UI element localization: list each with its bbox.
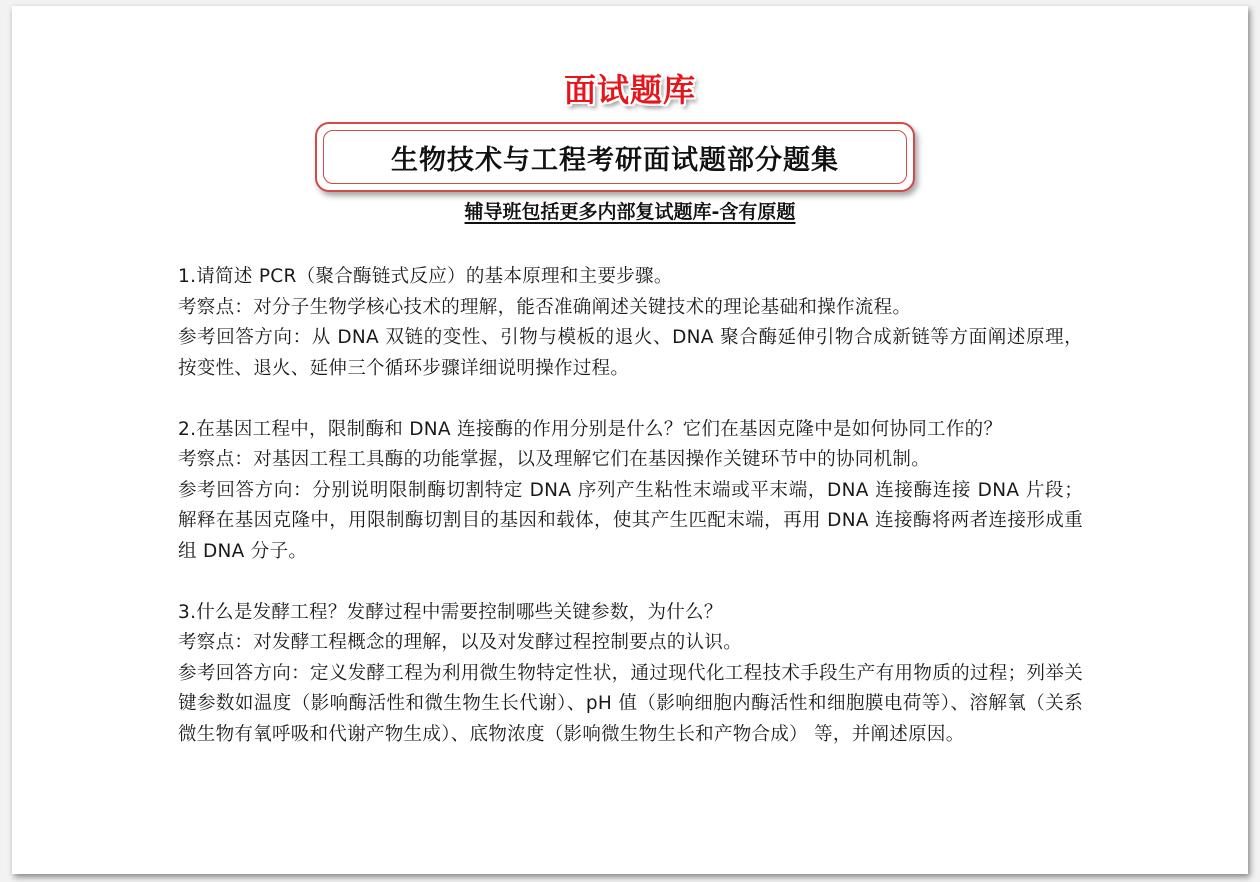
question-text: 3.什么是发酵工程？发酵过程中需要控制哪些关键参数，为什么？ — [178, 601, 723, 623]
banner-title: 面试题库 — [563, 71, 696, 109]
document-page — [12, 6, 1248, 874]
subtitle-text: 辅导班包括更多内部复试题库-含有原题 — [464, 201, 796, 223]
question-focus: 考察点：对发酵工程概念的理解，以及对发酵过程控制要点的认识。 — [178, 632, 743, 653]
document-title: 生物技术与工程考研面试题部分题集 — [323, 130, 907, 184]
question-list — [178, 262, 1083, 781]
question-block-1 — [178, 262, 1083, 384]
question-block-3 — [178, 598, 1083, 751]
title-frame — [315, 122, 915, 192]
question-answer: 参考回答方向：分别说明限制酶切割特定 DNA 序列产生粘性末端或平末端，DNA 连接酶连接 DNA 片段；解释在基因克隆中，用限制酶切割目的基因和载体，使其产生匹配末端，再用 DNA 连接酶将两者连接形成重组 DNA 分子。 — [178, 479, 1083, 562]
question-answer: 参考回答方向：从 DNA 双链的变性、引物与模板的退火、DNA 聚合酶延伸引物合成新链等方面阐述原理，按变性、退火、延伸三个循环步骤详细说明操作过程。 — [178, 327, 1083, 379]
question-focus: 考察点：对分子生物学核心技术的理解，能否准确阐述关键技术的理论基础和操作流程。 — [178, 296, 912, 318]
question-text: 1.请简述 PCR（聚合酶链式反应）的基本原理和主要步骤。 — [178, 266, 673, 287]
question-answer: 参考回答方向：定义发酵工程为利用微生物特定性状，通过现代化工程技术手段生产有用物质的过程；列举关键参数如温度（影响酶活性和微生物生长代谢）、pH 值（影响细胞内酶活性和细胞膜电荷等）、溶解氧（关系微生物有氧呼吸和代谢产物生成）、底物浓度（影响微生物生长和产物合成） 等，并阐述原因。 — [178, 662, 1083, 745]
question-text: 2.在基因工程中，限制酶和 DNA 连接酶的作用分别是什么？它们在基因克隆中是如何协同工作的？ — [178, 418, 1003, 440]
question-block-2 — [178, 415, 1083, 568]
subtitle — [12, 198, 1248, 226]
question-focus: 考察点：对基因工程工具酶的功能掌握，以及理解它们在基因操作关键环节中的协同机制。 — [178, 449, 931, 470]
